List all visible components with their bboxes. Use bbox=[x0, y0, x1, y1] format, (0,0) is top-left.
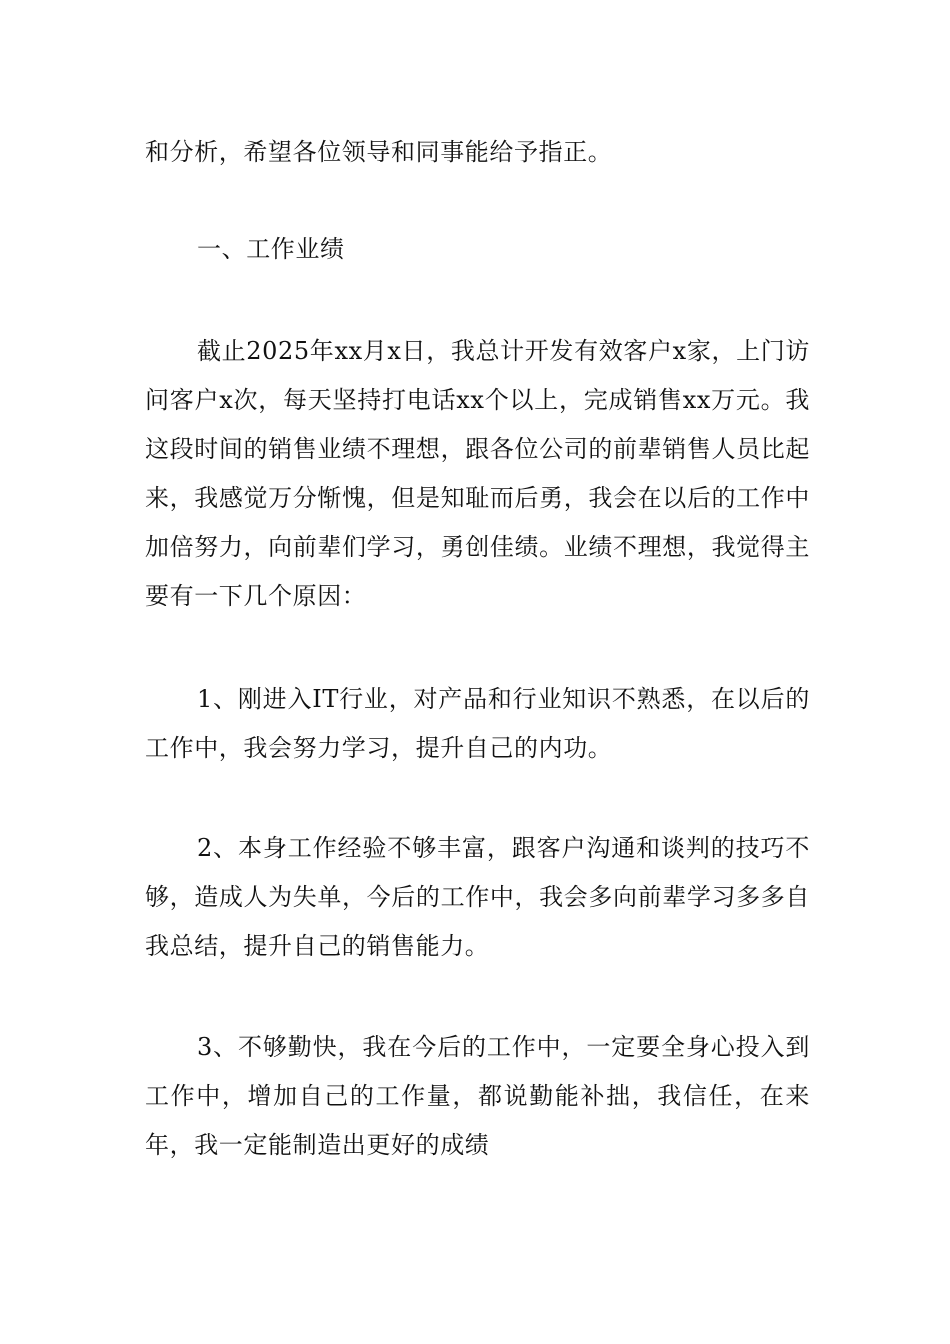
intro-paragraph-tail: 和分析，希望各位领导和同事能给予指正。 bbox=[145, 138, 613, 166]
reason-item-3: 3、不够勤快，我在今后的工作中，一定要全身心投入到工作中，增加自己的工作量，都说勤能补拙，我信任，在来年，我一定能制造出更好的成绩 bbox=[145, 1033, 810, 1159]
section-heading-work-performance: 一、工作业绩 bbox=[197, 235, 345, 263]
reason-item-1: 1、刚进入IT行业，对产品和行业知识不熟悉，在以后的工作中，我会努力学习，提升自己的内功。 bbox=[145, 685, 810, 762]
performance-paragraph: 截止2025年xx月x日，我总计开发有效客户x家，上门访问客户x次，每天坚持打电话xx个以上，完成销售xx万元。我这段时间的销售业绩不理想，跟各位公司的前辈销售人员比起来，我感觉万分惭愧，但是知耻而后勇，我会在以后的工作中加倍努力，向前辈们学习，勇创佳绩。业绩不理想，我觉得主要有一下几个原因： bbox=[145, 337, 810, 610]
reason-item-2: 2、本身工作经验不够丰富，跟客户沟通和谈判的技巧不够，造成人为失单，今后的工作中，我会多向前辈学习多多自我总结，提升自己的销售能力。 bbox=[145, 834, 810, 960]
